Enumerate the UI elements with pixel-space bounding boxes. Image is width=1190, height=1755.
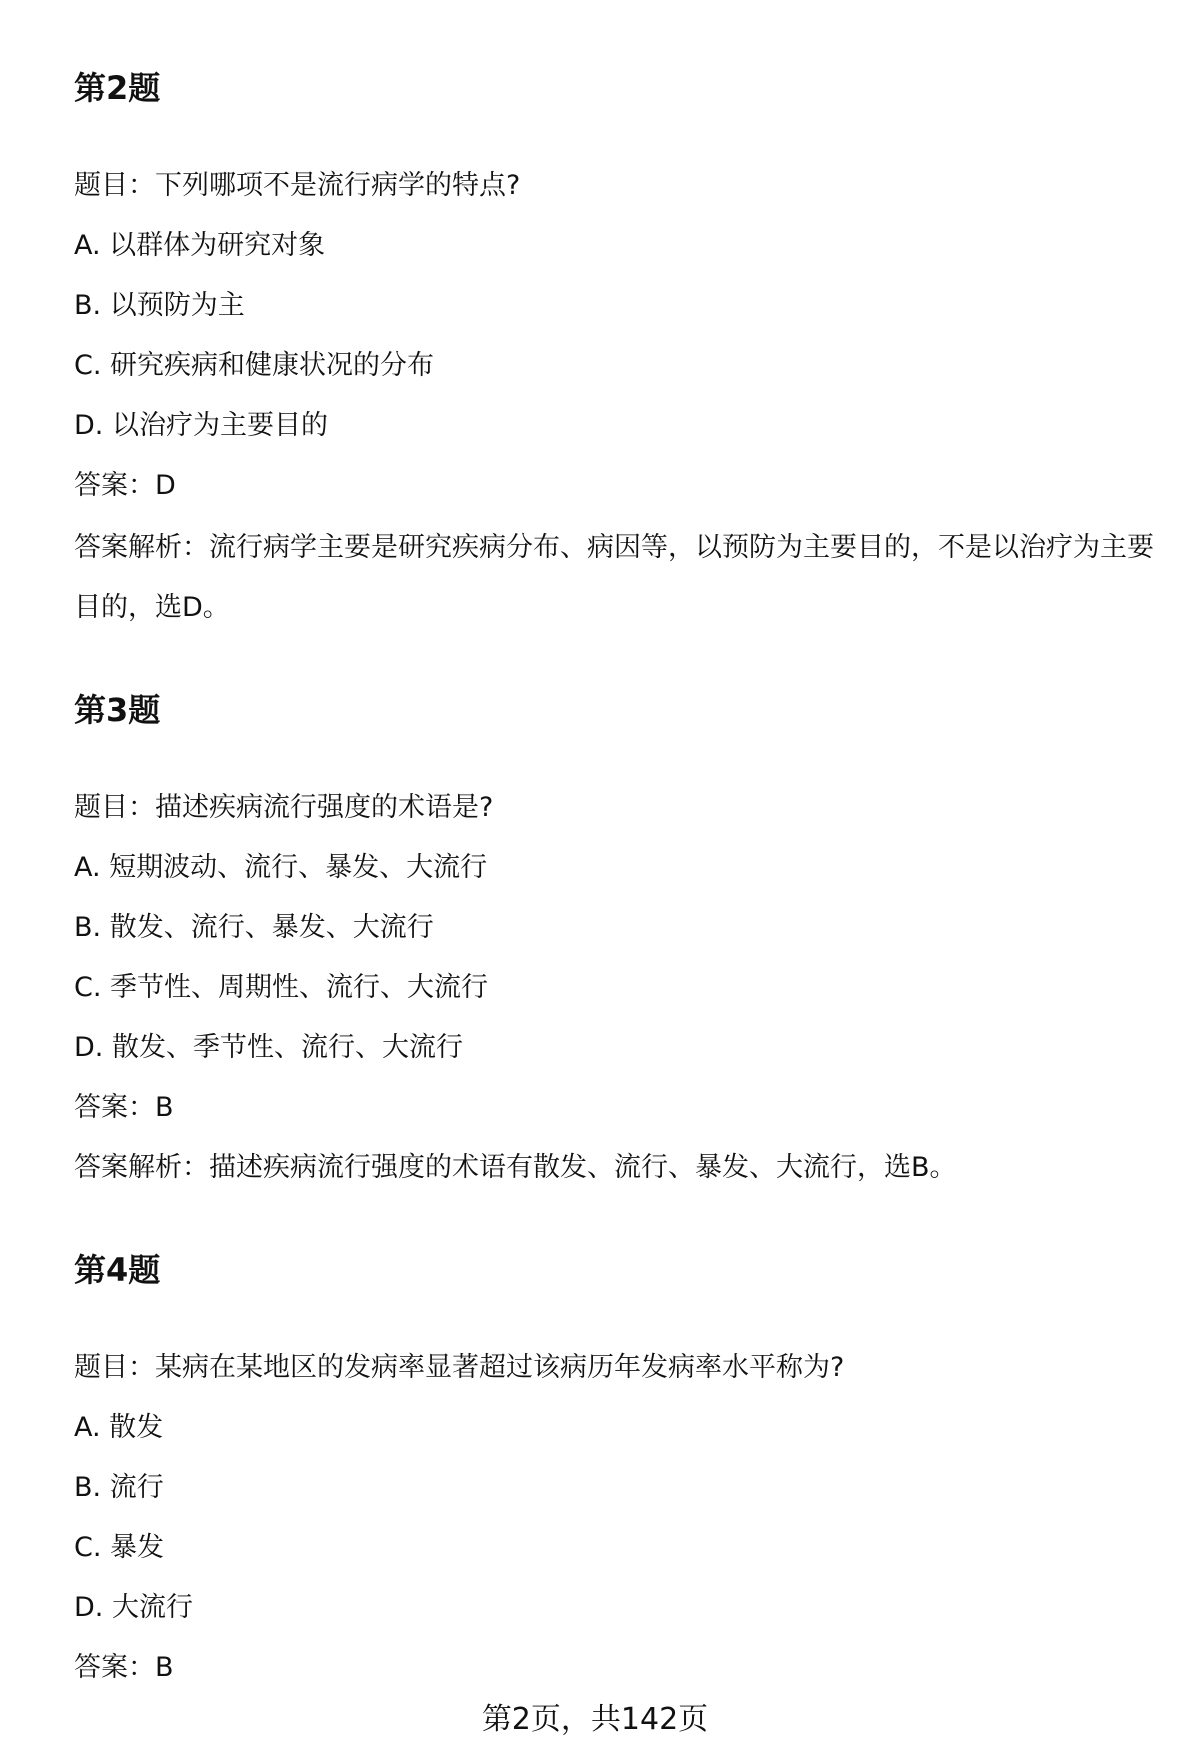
question-title: 第3题 <box>74 691 161 729</box>
question-stem: 题目：下列哪项不是流行病学的特点? <box>74 170 521 201</box>
option-d: D. 散发、季节性、流行、大流行 <box>74 1032 463 1063</box>
option-c: C. 季节性、周期性、流行、大流行 <box>74 972 489 1003</box>
question-title: 第4题 <box>74 1251 161 1289</box>
option-d: D. 以治疗为主要目的 <box>74 410 328 441</box>
option-a: A. 散发 <box>74 1412 164 1443</box>
question-stem: 题目：某病在某地区的发病率显著超过该病历年发病率水平称为? <box>74 1352 845 1383</box>
page-number: 第2页，共142页 <box>481 1702 709 1737</box>
question-stem: 题目：描述疾病流行强度的术语是? <box>74 792 494 823</box>
option-a: A. 以群体为研究对象 <box>74 230 326 261</box>
option-b: B. 以预防为主 <box>74 290 245 321</box>
answer: 答案：B <box>74 1652 174 1683</box>
option-d: D. 大流行 <box>74 1592 193 1623</box>
answer: 答案：D <box>74 470 176 501</box>
option-a: A. 短期波动、流行、暴发、大流行 <box>74 852 488 883</box>
answer-analysis: 答案解析：流行病学主要是研究疾病分布、病因等，以预防为主要目的，不是以治疗为主要目的，选D。 <box>74 532 1154 623</box>
option-c: C. 研究疾病和健康状况的分布 <box>74 350 435 381</box>
option-c: C. 暴发 <box>74 1532 165 1563</box>
answer: 答案：B <box>74 1092 174 1123</box>
answer-analysis: 答案解析：描述疾病流行强度的术语有散发、流行、暴发、大流行，选B。 <box>74 1152 957 1183</box>
option-b: B. 散发、流行、暴发、大流行 <box>74 912 434 943</box>
option-b: B. 流行 <box>74 1472 164 1503</box>
question-title: 第2题 <box>74 69 161 107</box>
